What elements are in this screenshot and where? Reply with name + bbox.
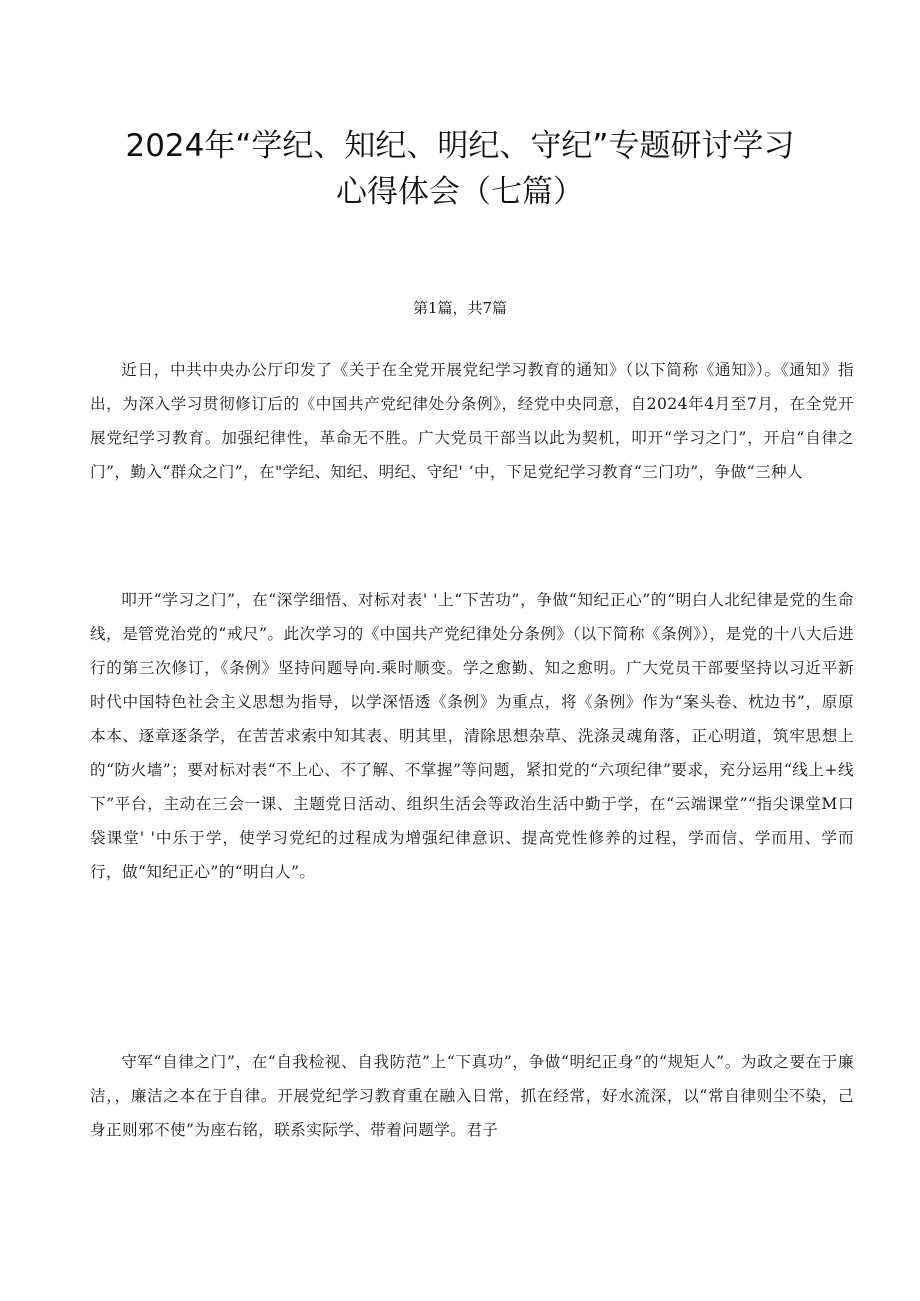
section-subtitle: 第1篇，共7篇 bbox=[412, 299, 508, 317]
paragraph-3: 守军“自律之门”，在“自我检视、自我防范”上“下真功”，争做“明纪正身”的“规矩人”。为政之要在于廉洁，，廉洁之本在于自律。开展党纪学习教育重在融入日常，抓在经常，好水流深，以“常自律则尘不染，己身正则邪不使”为座右铭，联系实际学、带着问题学。君子 bbox=[90, 1053, 854, 1139]
paragraph-1: 近日，中共中央办公厅印发了《关于在全党开展党纪学习教育的通知》（以下简称《通知》）。《通知》指出，为深入学习贯彻修订后的《中国共产党纪律处分条例》，经党中央同意，自2024年4月至7月，在全党开展党纪学习教育。加强纪律性，革命无不胜。广大党员干部当以此为契机，叩开“学习之门”，开启“自律之门”，勤入“群众之门”，在"学纪、知纪、明纪、守纪' ‘中，下足党纪学习教育“三门功”，争做“三种人 bbox=[90, 361, 854, 481]
paragraph-2: 叩开“学习之门”，在“深学细悟、对标对表' '上“下苦功”，争做“知纪正心”的“明白人北纪律是党的生命线，是管党治党的“戒尺”。此次学习的《中国共产党纪律处分条例》（以下简称《条例》），是党的十八大后进行的第三次修订，《条例》坚持问题导向.乘时顺变。学之愈勤、知之愈明。广大党员干部要坚持以习近平新时代中国特色社会主义思想为指导，以学深悟透《条例》为重点，将《条例》作为“案头卷、枕边书”，原原本本、逐章逐条学，在苦苦求索中知其表、明其里，清除思想杂草、洗涤灵魂角落，正心明道，筑牢思想上的“防火墙”；要对标对表“不上心、不了解、不掌握”等问题，紧扣党的“六项纪律”要求，充分运用“线上+线下”平台，主动在三会一课、主题党日活动、组织生活会等政治生活中勤于学，在“云端课堂”“指尖课堂M口袋课堂' '中乐于学，使学习党纪的过程成为增强纪律意识、提高党性修养的过程，学而信、学而用、学而行，做“知纪正心”的“明白人”。 bbox=[90, 591, 854, 881]
document-title-line-2: 心得体会（七篇） bbox=[336, 174, 584, 210]
document-title-line-1: 2024年“学纪、知纪、明纪、守纪”专题研讨学习 bbox=[125, 128, 795, 164]
